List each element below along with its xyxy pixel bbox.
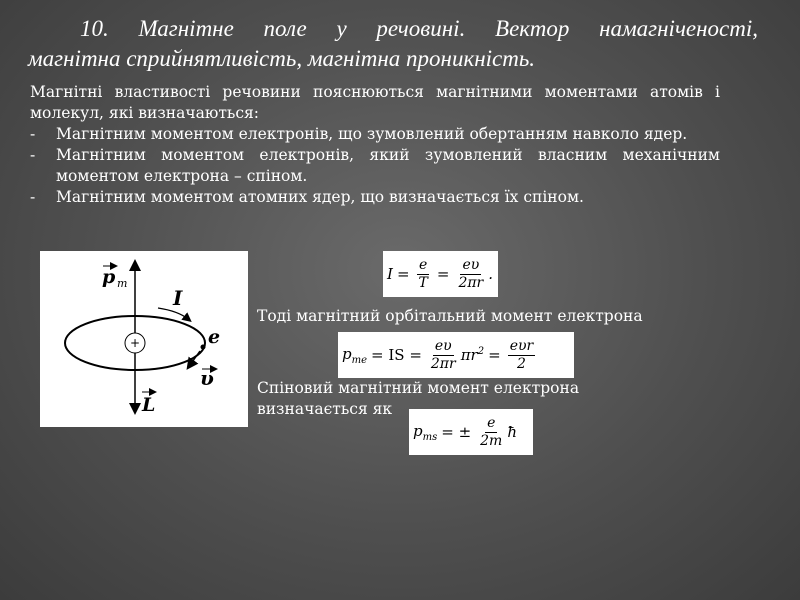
- list-item: [30, 145, 720, 187]
- formula1-frac1-den: T: [418, 274, 428, 291]
- formula2-lhs: [342, 345, 367, 366]
- formula2-lhs-sub: me: [351, 354, 368, 366]
- formula3-lhs: [413, 422, 437, 443]
- formula2-frac2-num: eυr: [509, 337, 534, 354]
- title-line-1: 10. Магнітне поле у речовині. Вектор намагніченості,: [80, 16, 758, 41]
- formula2-frac1-den: 2πr: [430, 355, 456, 372]
- electron-label: e: [208, 326, 221, 348]
- nucleus-sign: +: [129, 336, 141, 350]
- formula1-frac1-num: e: [419, 256, 428, 273]
- electron-dot: [201, 345, 206, 350]
- spin-moment-text-line1: Спіновий магнітний момент електрона: [257, 379, 580, 397]
- pm-label-sub: m: [117, 277, 128, 290]
- orbit-diagram: [40, 251, 248, 427]
- formula1-frac2-num: eυ: [462, 256, 480, 273]
- list-item: [30, 124, 720, 145]
- bullet-marker: -: [30, 125, 36, 143]
- formula1-frac2-den: 2πr: [458, 274, 484, 291]
- formula3-lhs-symbol: p: [413, 421, 423, 440]
- l-label: L: [142, 394, 156, 416]
- formula1-frac1: [417, 257, 430, 292]
- formula3-eq: = ±: [441, 423, 472, 441]
- formula2-mid2-sup: 2: [477, 346, 485, 357]
- formula3-frac-den: 2m: [480, 432, 503, 449]
- formula2-frac1: [429, 338, 458, 373]
- list-item: [30, 187, 720, 208]
- formula1-eq: =: [396, 265, 410, 283]
- slide-title: [28, 14, 758, 74]
- formula2-frac2: [508, 338, 536, 373]
- bullet-text: Магнітним моментом електронів, який зумовлений власним механічним моментом електрона – спіном.: [56, 146, 720, 185]
- pm-label: p: [102, 266, 116, 288]
- formula3-frac-num: e: [487, 414, 496, 431]
- formula2-mid2: [461, 346, 484, 364]
- velocity-label: υ: [200, 366, 214, 390]
- formula3-tail: ħ: [507, 423, 517, 441]
- formula2-mid2-symbol: πr: [460, 346, 478, 364]
- formula3-lhs-sub: ms: [422, 431, 438, 443]
- current-formula: [383, 251, 498, 297]
- formula1-lhs: I: [387, 265, 393, 283]
- formula2-mid1: = IS =: [371, 346, 422, 364]
- formula2-frac1-num: eυ: [434, 337, 452, 354]
- formula2-eq: =: [488, 346, 501, 364]
- orbital-moment-formula: [338, 332, 574, 378]
- orbit-diagram-svg: [40, 251, 248, 427]
- orbital-moment-text: Тоді магнітний орбітальний момент електрона: [257, 307, 643, 325]
- current-label: I: [173, 286, 183, 310]
- spin-moment-text-line2: визначається як: [257, 400, 393, 418]
- bullet-list: [30, 124, 720, 208]
- slide-body: [30, 82, 720, 208]
- formula2-frac2-den: 2: [516, 355, 526, 372]
- title-line-2: магнітна сприйнятливість, магнітна проникність.: [28, 46, 536, 71]
- bullet-marker: -: [30, 146, 36, 164]
- formula1-frac2: [456, 257, 485, 292]
- bullet-marker: -: [30, 188, 36, 206]
- formula1-eq2: =: [436, 265, 450, 283]
- intro-paragraph: Магнітні властивості речовини пояснюються магнітними моментами атомів і молекул, які визначаються:: [30, 83, 720, 122]
- formula1-tail: .: [488, 265, 494, 283]
- bullet-text: Магнітним моментом атомних ядер, що визначається їх спіном.: [56, 188, 584, 206]
- formula3-frac: [478, 415, 504, 450]
- bullet-text: Магнітним моментом електронів, що зумовлений обертанням навколо ядер.: [56, 125, 688, 143]
- formula2-lhs-symbol: p: [342, 344, 352, 363]
- spin-moment-formula: [409, 409, 533, 455]
